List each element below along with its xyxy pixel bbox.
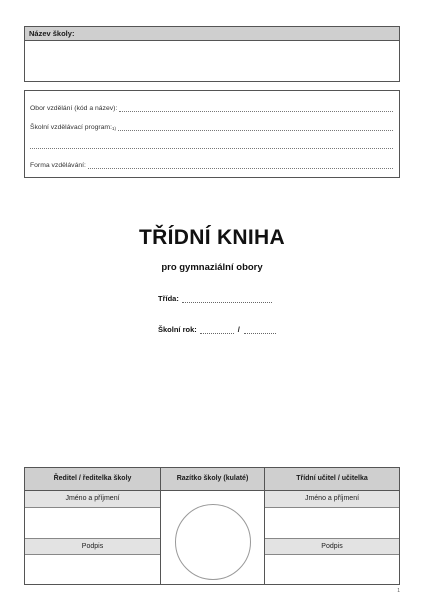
- director-sign-label: Podpis: [25, 538, 160, 555]
- year-start-dots: [200, 327, 234, 334]
- class-label: Třída:: [158, 294, 179, 303]
- teacher-name-field[interactable]: [265, 508, 399, 538]
- field-of-study-dots: [119, 106, 393, 112]
- field-of-study-line[interactable]: [30, 105, 393, 112]
- stamp-circle[interactable]: [175, 504, 251, 580]
- teacher-sign-label: Podpis: [265, 538, 399, 555]
- director-name-label: Jméno a příjmení: [25, 491, 160, 508]
- school-year-field[interactable]: [158, 325, 276, 334]
- teacher-sign-field[interactable]: [265, 555, 399, 585]
- school-name-field[interactable]: [25, 41, 399, 81]
- year-separator: /: [237, 325, 240, 334]
- teacher-column: [265, 468, 399, 584]
- class-field[interactable]: [158, 294, 272, 303]
- teacher-name-label: Jméno a příjmení: [265, 491, 399, 508]
- page-subtitle: pro gymnaziální obory: [161, 262, 263, 273]
- class-dots: [182, 296, 272, 303]
- year-end-dots: [244, 327, 276, 334]
- footnote-mark: 1): [111, 126, 116, 131]
- education-box: [24, 90, 400, 178]
- education-form-dots: [88, 163, 393, 169]
- education-form-line[interactable]: [30, 162, 393, 169]
- director-sign-field[interactable]: [25, 555, 160, 585]
- education-form-label: Forma vzdělávání:: [30, 162, 86, 169]
- page-number: 1: [397, 588, 400, 594]
- school-program-line[interactable]: [30, 124, 393, 131]
- stamp-column: [161, 468, 265, 584]
- school-program-dots: [118, 125, 393, 131]
- director-name-field[interactable]: [25, 508, 160, 538]
- stamp-header: Razítko školy (kulaté): [161, 468, 264, 491]
- signature-table: [24, 467, 400, 585]
- page-title: TŘÍDNÍ KNIHA: [139, 226, 285, 249]
- field-of-study-label: Obor vzdělání (kód a název):: [30, 105, 118, 112]
- director-column: [25, 468, 161, 584]
- teacher-header: Třídní učitel / učitelka: [265, 468, 399, 491]
- school-program-label: Školní vzdělávací program:: [30, 124, 112, 131]
- school-name-box: [24, 26, 400, 82]
- school-program-continuation[interactable]: [30, 143, 393, 149]
- school-name-label: Název školy:: [25, 27, 399, 41]
- school-year-label: Školní rok:: [158, 325, 197, 334]
- director-header: Ředitel / ředitelka školy: [25, 468, 160, 491]
- continuation-dots: [30, 143, 393, 149]
